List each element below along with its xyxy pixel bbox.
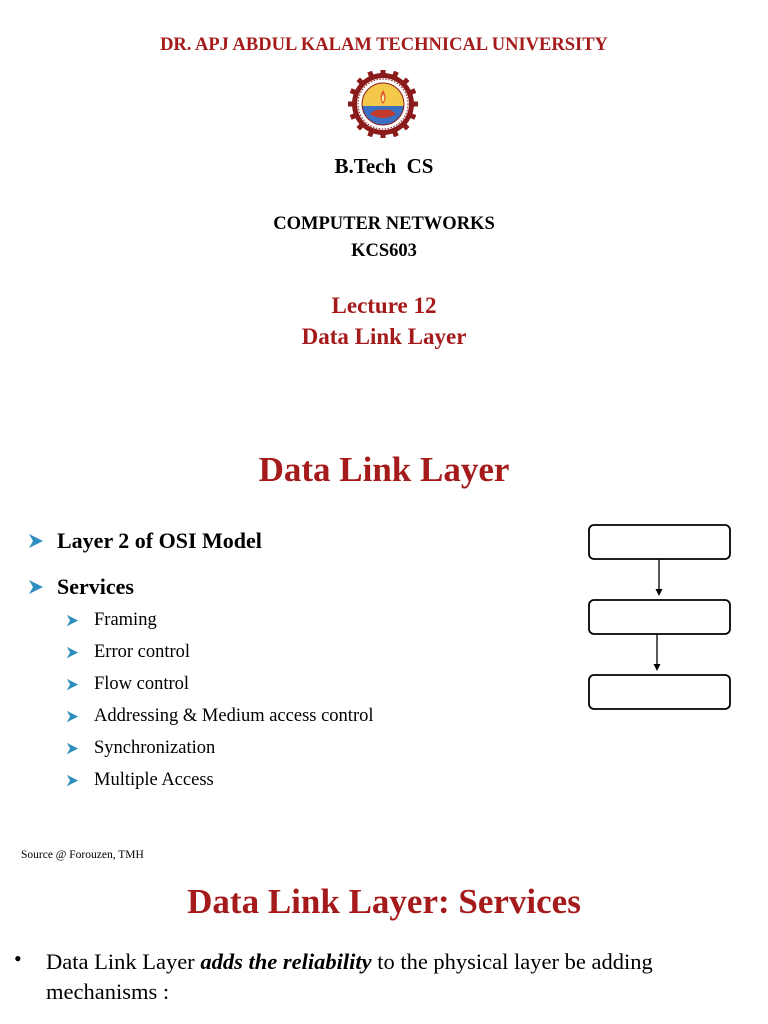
arrowhead-bullet-icon	[28, 579, 44, 595]
paragraph	[46, 947, 761, 1007]
para-text: Data Link Layer	[46, 949, 201, 974]
sub-bullet-item	[66, 610, 157, 631]
para-text: to the physical layer be adding mechanisms :	[46, 949, 653, 1004]
bullet-item	[28, 528, 262, 554]
para-emphasis: adds the reliability	[200, 949, 372, 974]
sub-bullet-label: Flow control	[94, 674, 190, 694]
course-name: COMPUTER NETWORKS	[273, 214, 495, 234]
diagram-box-middle	[589, 600, 730, 634]
slide-title: Data Link Layer	[258, 450, 510, 489]
bullet-label: Layer 2 of OSI Model	[57, 528, 262, 553]
sub-bullet-label: Framing	[94, 610, 157, 630]
sub-bullet-item	[66, 674, 189, 695]
arrowhead-bullet-icon	[66, 614, 79, 627]
sub-bullet-label: Error control	[94, 642, 191, 662]
arrowhead-bullet-icon	[66, 774, 79, 787]
layer-stack-diagram	[586, 520, 734, 715]
arrowhead-bullet-icon	[66, 742, 79, 755]
university-logo	[346, 70, 420, 138]
lecture-topic: Data Link Layer	[301, 324, 467, 349]
program-name: B.Tech CS	[334, 154, 434, 178]
lecture-number: Lecture 12	[331, 293, 437, 318]
bullet-label: Services	[57, 574, 134, 599]
sub-bullet-item	[66, 738, 215, 759]
sub-bullet-label: Synchronization	[94, 738, 216, 758]
bullet-dot-icon: •	[14, 946, 22, 971]
sub-bullet-item	[66, 770, 214, 791]
slide-title: Data Link Layer: Services	[187, 882, 581, 921]
diagram-box-bottom	[589, 675, 730, 709]
arrowhead-bullet-icon	[66, 646, 79, 659]
sub-bullet-label: Addressing & Medium access control	[94, 706, 374, 726]
sub-bullet-label: Multiple Access	[94, 770, 214, 790]
diagram-box-top	[589, 525, 730, 559]
arrowhead-icon	[654, 664, 661, 671]
arrowhead-bullet-icon	[66, 678, 79, 691]
arrowhead-bullet-icon	[28, 533, 44, 549]
source-credit: Source @ Forouzen, TMH	[21, 849, 144, 861]
arrowhead-bullet-icon	[66, 710, 79, 723]
arrowhead-icon	[656, 589, 663, 596]
bullet-item	[28, 574, 134, 600]
university-name: DR. APJ ABDUL KALAM TECHNICAL UNIVERSITY	[160, 35, 608, 55]
sub-bullet-item	[66, 642, 190, 663]
course-code: KCS603	[351, 241, 417, 261]
sub-bullet-item	[66, 706, 374, 727]
